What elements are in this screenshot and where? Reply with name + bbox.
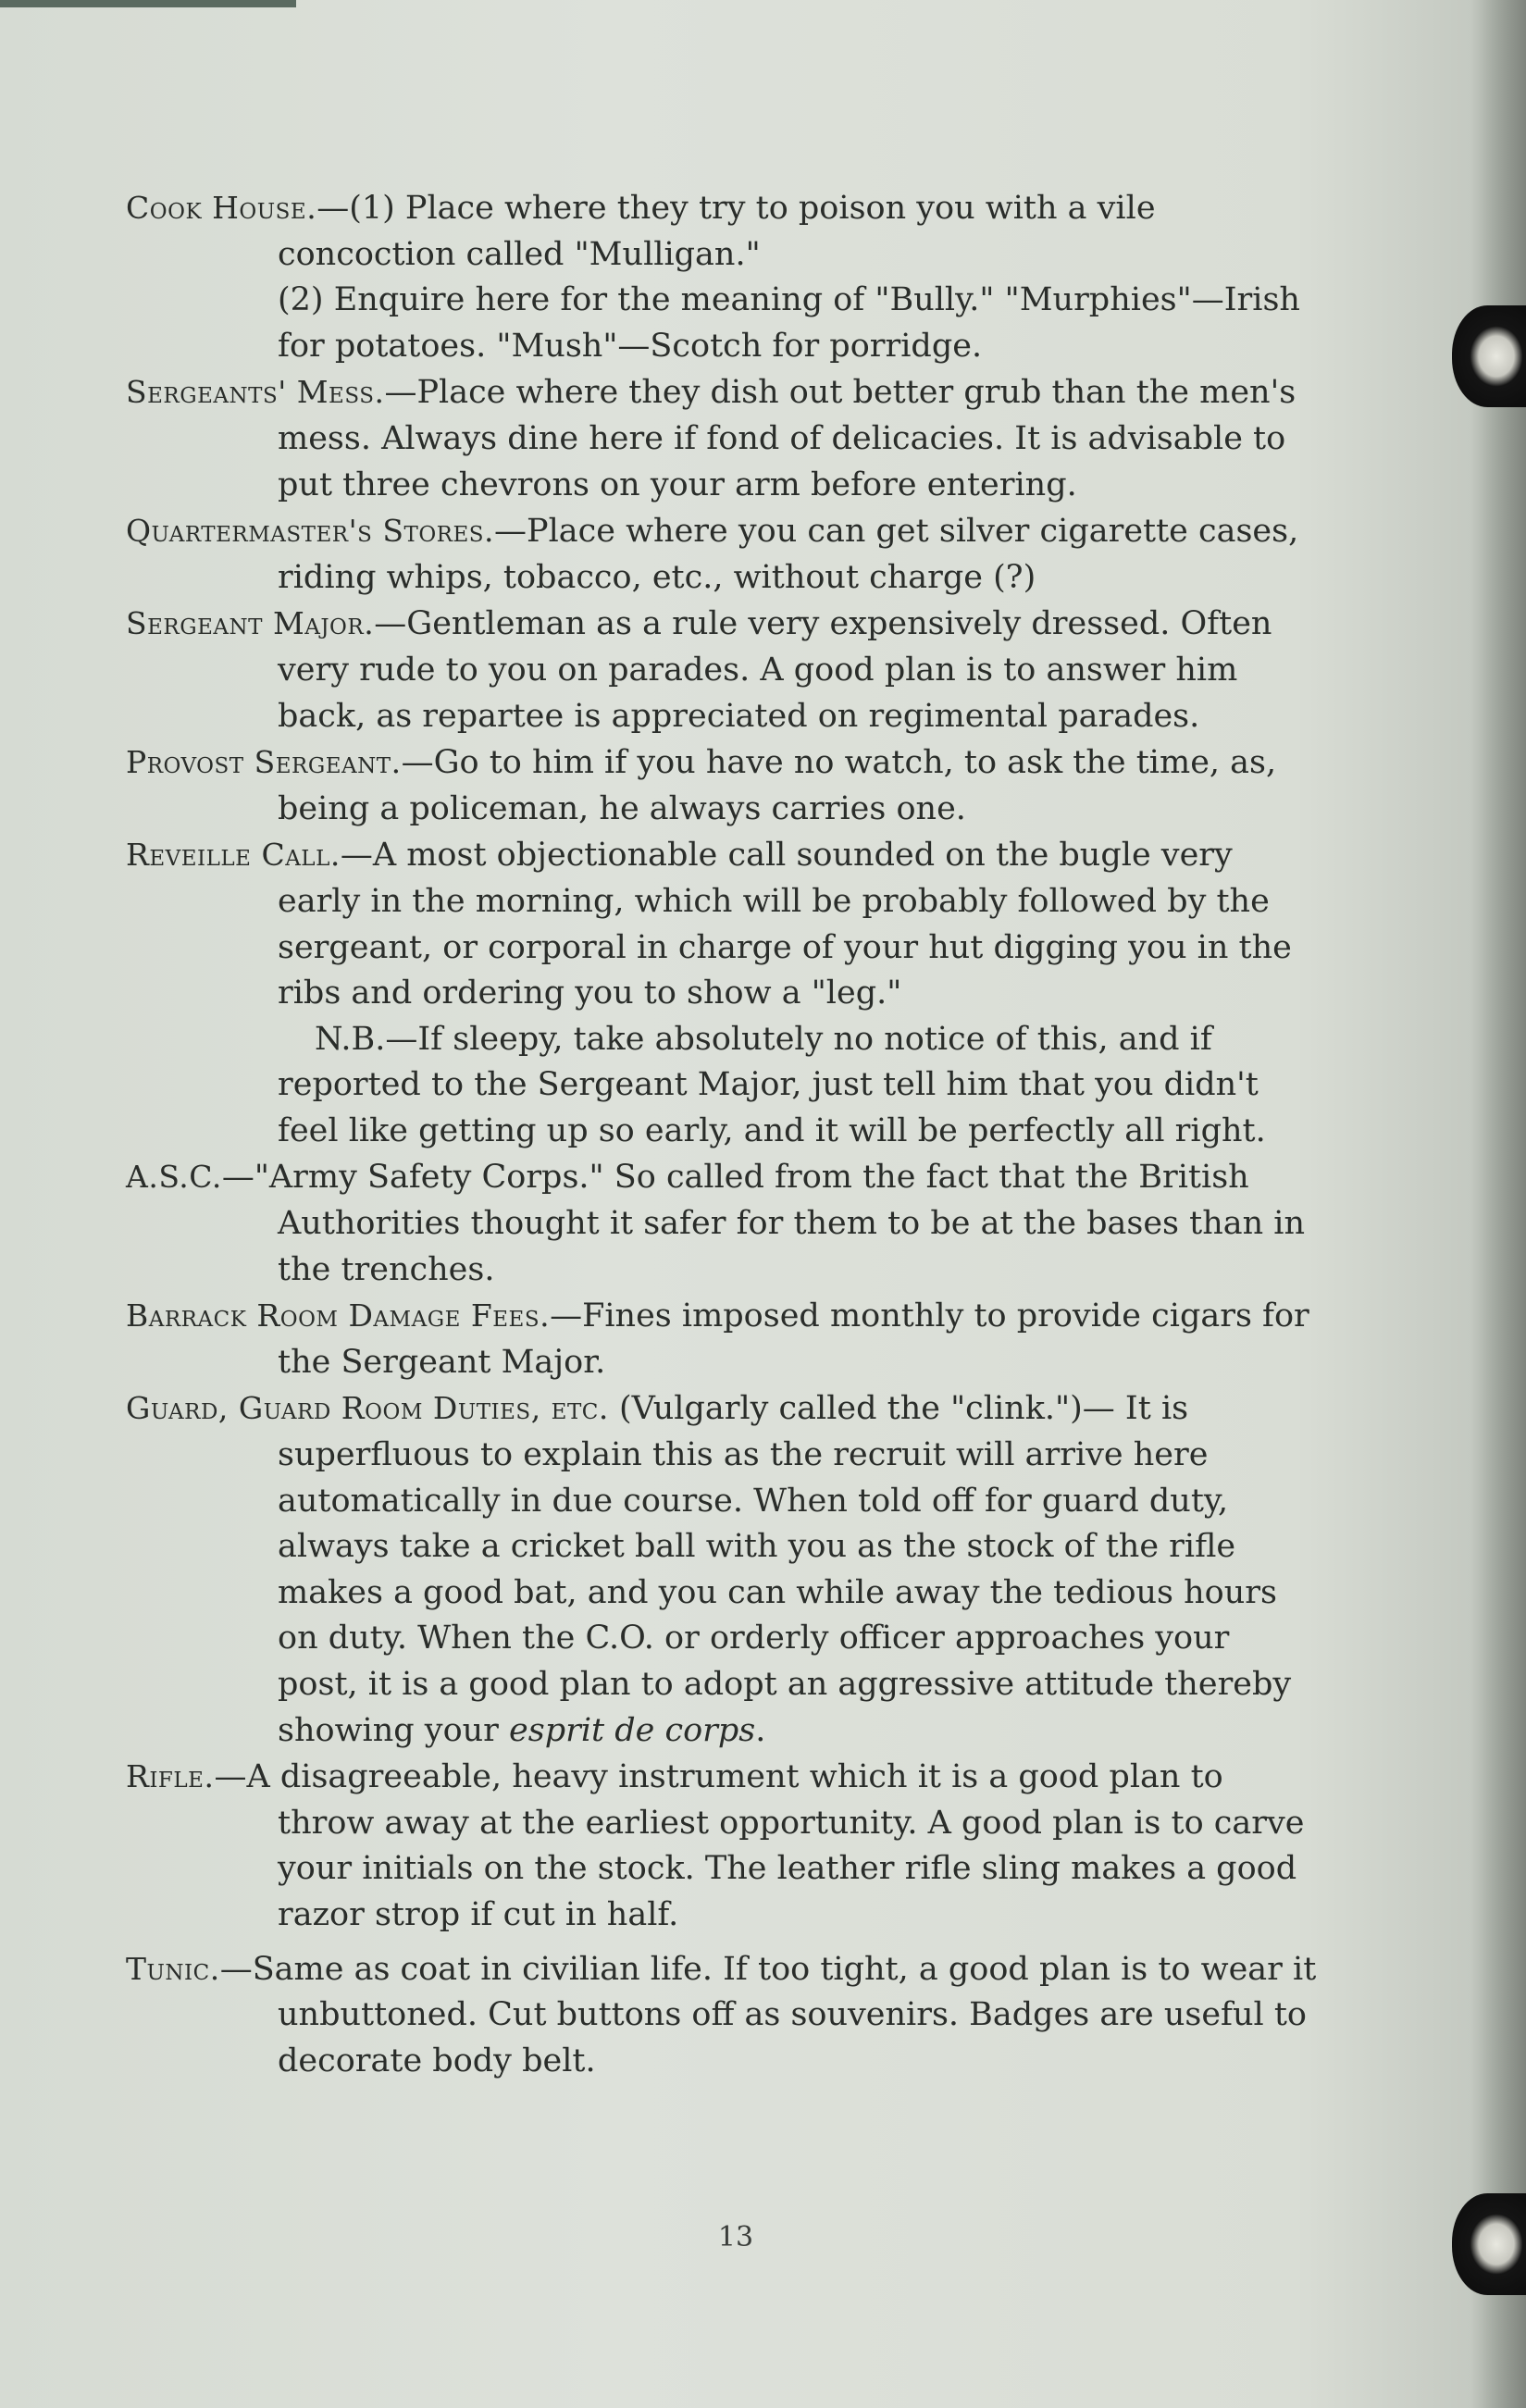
entry-text: —Fines imposed monthly to provide cigars for the Sergeant Major.	[278, 1297, 1309, 1381]
glossary-entry-sergeants-mess	[126, 369, 1320, 508]
entry-text: —Place where you can get silver cigarette cases, riding whips, tobacco, etc., without charge (?)	[278, 513, 1299, 596]
entry-head: Sergeants' Mess.	[126, 374, 385, 411]
glossary-entry-guard-room-duties	[126, 1385, 1320, 1754]
entry-nb-note: N.B.—If sleepy, take absolutely no notice of this, and if reported to the Sergeant Major, just tell him that you didn't feel like getting up so early, and it will be perfectly all right.	[278, 1020, 1266, 1149]
entry-italic-phrase: esprit de corps	[509, 1711, 756, 1749]
entry-head: Barrack Room Damage Fees.	[126, 1297, 551, 1334]
glossary-entries	[126, 185, 1320, 2084]
entry-text: —Place where they dish out better grub than the men's mess. Always dine here if fond of delicacies. It is advisable to put three chevrons on your arm before entering.	[278, 374, 1296, 503]
entry-text: —(1) Place where they try to poison you with a vile concoction called "Mulligan."	[278, 190, 1156, 273]
entry-head: A.S.C.	[126, 1159, 222, 1196]
binding-hole-top	[1452, 305, 1526, 407]
entry-head: Tunic.	[126, 1950, 220, 1987]
entry-text: —Gentleman as a rule very expensively dressed. Often very rude to you on parades. A good plan is to answer him back, as repartee is appreciated on regimental parades.	[278, 605, 1272, 735]
entry-tail: .	[755, 1711, 766, 1749]
page-top-edge	[0, 0, 296, 7]
entry-text: (Vulgarly called the "clink.")— It is superfluous to explain this as the recruit will arrive here automatically in due course. When told off for guard duty, always take a cricket ball with you as the stock of the rifle makes a good bat, and you can while away the tedious hours on duty. When the C.O. or orderly officer approaches your post, it is a good plan to adopt an aggressive attitude thereby showing your	[278, 1390, 1292, 1749]
entry-head: Provost Sergeant.	[126, 744, 402, 781]
entry-text: —A disagreeable, heavy instrument which it is a good plan to throw away at the earliest opportunity. A good plan is to carve your initials on the stock. The leather rifle sling makes a good razor strop if cut in half.	[214, 1758, 1305, 1933]
glossary-entry-sergeant-major	[126, 601, 1320, 739]
entry-text: —"Army Safety Corps." So called from the fact that the British Authorities thought it safer for them to be at the bases than in the trenches.	[221, 1159, 1306, 1288]
entry-head: Rifle.	[126, 1758, 215, 1795]
entry-text: —Go to him if you have no watch, to ask the time, as, being a policeman, he always carries one.	[278, 744, 1277, 827]
page-number: 13	[717, 2221, 754, 2253]
glossary-entry-tunic	[126, 1946, 1320, 2085]
glossary-entry-reveille-call	[126, 832, 1320, 1016]
glossary-entry-asc	[126, 1154, 1320, 1293]
entry-head: Guard, Guard Room Duties, etc.	[126, 1390, 609, 1427]
glossary-entry-rifle	[126, 1754, 1320, 1938]
entry-head: Quartermaster's Stores.	[126, 513, 495, 550]
entry-sub-paragraph: (2) Enquire here for the meaning of "Bully." "Murphies"—Irish for potatoes. "Mush"—Scotch for porridge.	[278, 281, 1300, 365]
entry-text: —Same as coat in civilian life. If too tight, a good plan is to wear it unbuttoned. Cut buttons off as souvenirs. Badges are useful to decorate body belt.	[219, 1950, 1317, 2079]
entry-text: —A most objectionable call sounded on the bugle very early in the morning, which will be probably followed by the sergeant, or corporal in charge of your hut digging you in the ribs and ordering you to show a "leg."	[278, 837, 1292, 1012]
glossary-entry-provost-sergeant	[126, 739, 1320, 832]
glossary-entry-barrack-room-damage-fees	[126, 1293, 1320, 1385]
glossary-entry-cook-house	[126, 185, 1320, 278]
entry-head: Sergeant Major.	[126, 605, 375, 642]
glossary-entry-quartermasters-stores	[126, 508, 1320, 601]
entry-head: Reveille Call.	[126, 837, 341, 874]
entry-head: Cook House.	[126, 190, 317, 226]
